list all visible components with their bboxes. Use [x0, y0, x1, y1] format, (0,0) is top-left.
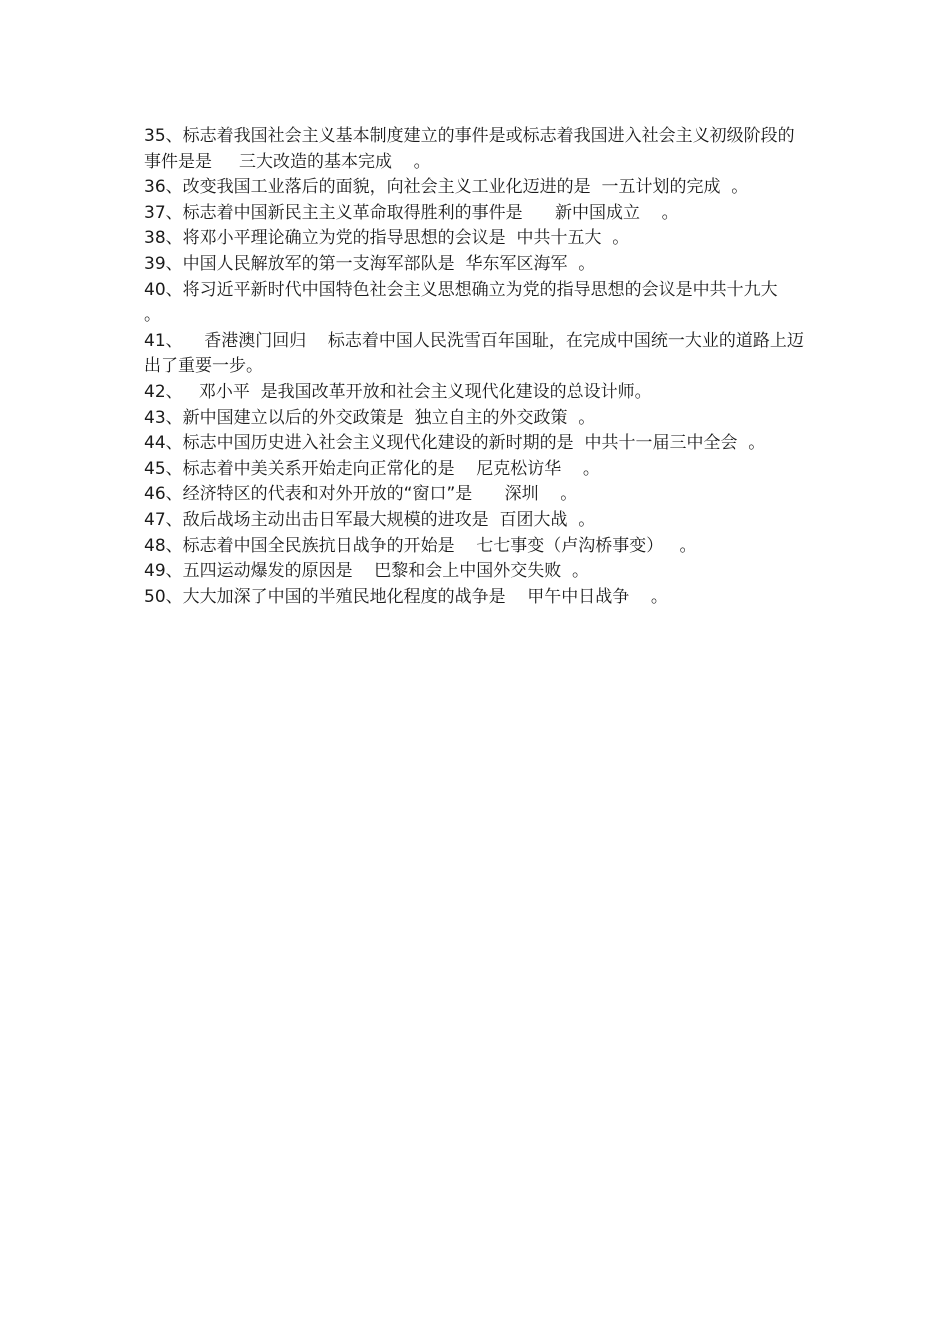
list-item: 47、敌后战场主动出击日军最大规模的进攻是 百团大战 。 [144, 509, 596, 530]
list-item: 40、将习近平新时代中国特色社会主义思想确立为党的指导思想的会议是中共十九大 。 [144, 279, 800, 326]
list-item: 50、大大加深了中国的半殖民地化程度的战争是 甲午中日战争 。 [144, 586, 668, 607]
list-item: 39、中国人民解放军的第一支海军部队是 华东军区海军 。 [144, 253, 596, 274]
list-item: 41、 香港澳门回归 标志着中国人民洗雪百年国耻，在完成中国统一大业的道路上迈出了重要一步。 [144, 330, 804, 377]
list-item: 46、经济特区的代表和对外开放的“窗口”是 深圳 。 [144, 484, 578, 505]
list-item: 38、将邓小平理论确立为党的指导思想的会议是 中共十五大 。 [144, 228, 630, 249]
list-item: 42、 邓小平 是我国改革开放和社会主义现代化建设的总设计师。 [144, 381, 652, 402]
list-item: 45、标志着中美关系开始走向正常化的是 尼克松访华 。 [144, 458, 600, 479]
list-item: 49、五四运动爆发的原因是 巴黎和会上中国外交失败 。 [144, 561, 590, 582]
list-item: 44、标志中国历史进入社会主义现代化建设的新时期的是 中共十一届三中全会 。 [144, 433, 766, 454]
list-item: 35、标志着我国社会主义基本制度建立的事件是或标志着我国进入社会主义初级阶段的事件是是 三大改造的基本完成 。 [144, 126, 795, 172]
list-item: 48、标志着中国全民族抗日战争的开始是 七七事变（卢沟桥事变） 。 [144, 535, 697, 556]
question-list [144, 124, 810, 610]
list-item: 37、标志着中国新民主主义革命取得胜利的事件是 新中国成立 。 [144, 202, 679, 223]
list-item: 43、新中国建立以后的外交政策是 独立自主的外交政策 。 [144, 407, 596, 428]
list-item: 36、改变我国工业落后的面貌，向社会主义工业化迈进的是 一五计划的完成 。 [144, 177, 749, 198]
